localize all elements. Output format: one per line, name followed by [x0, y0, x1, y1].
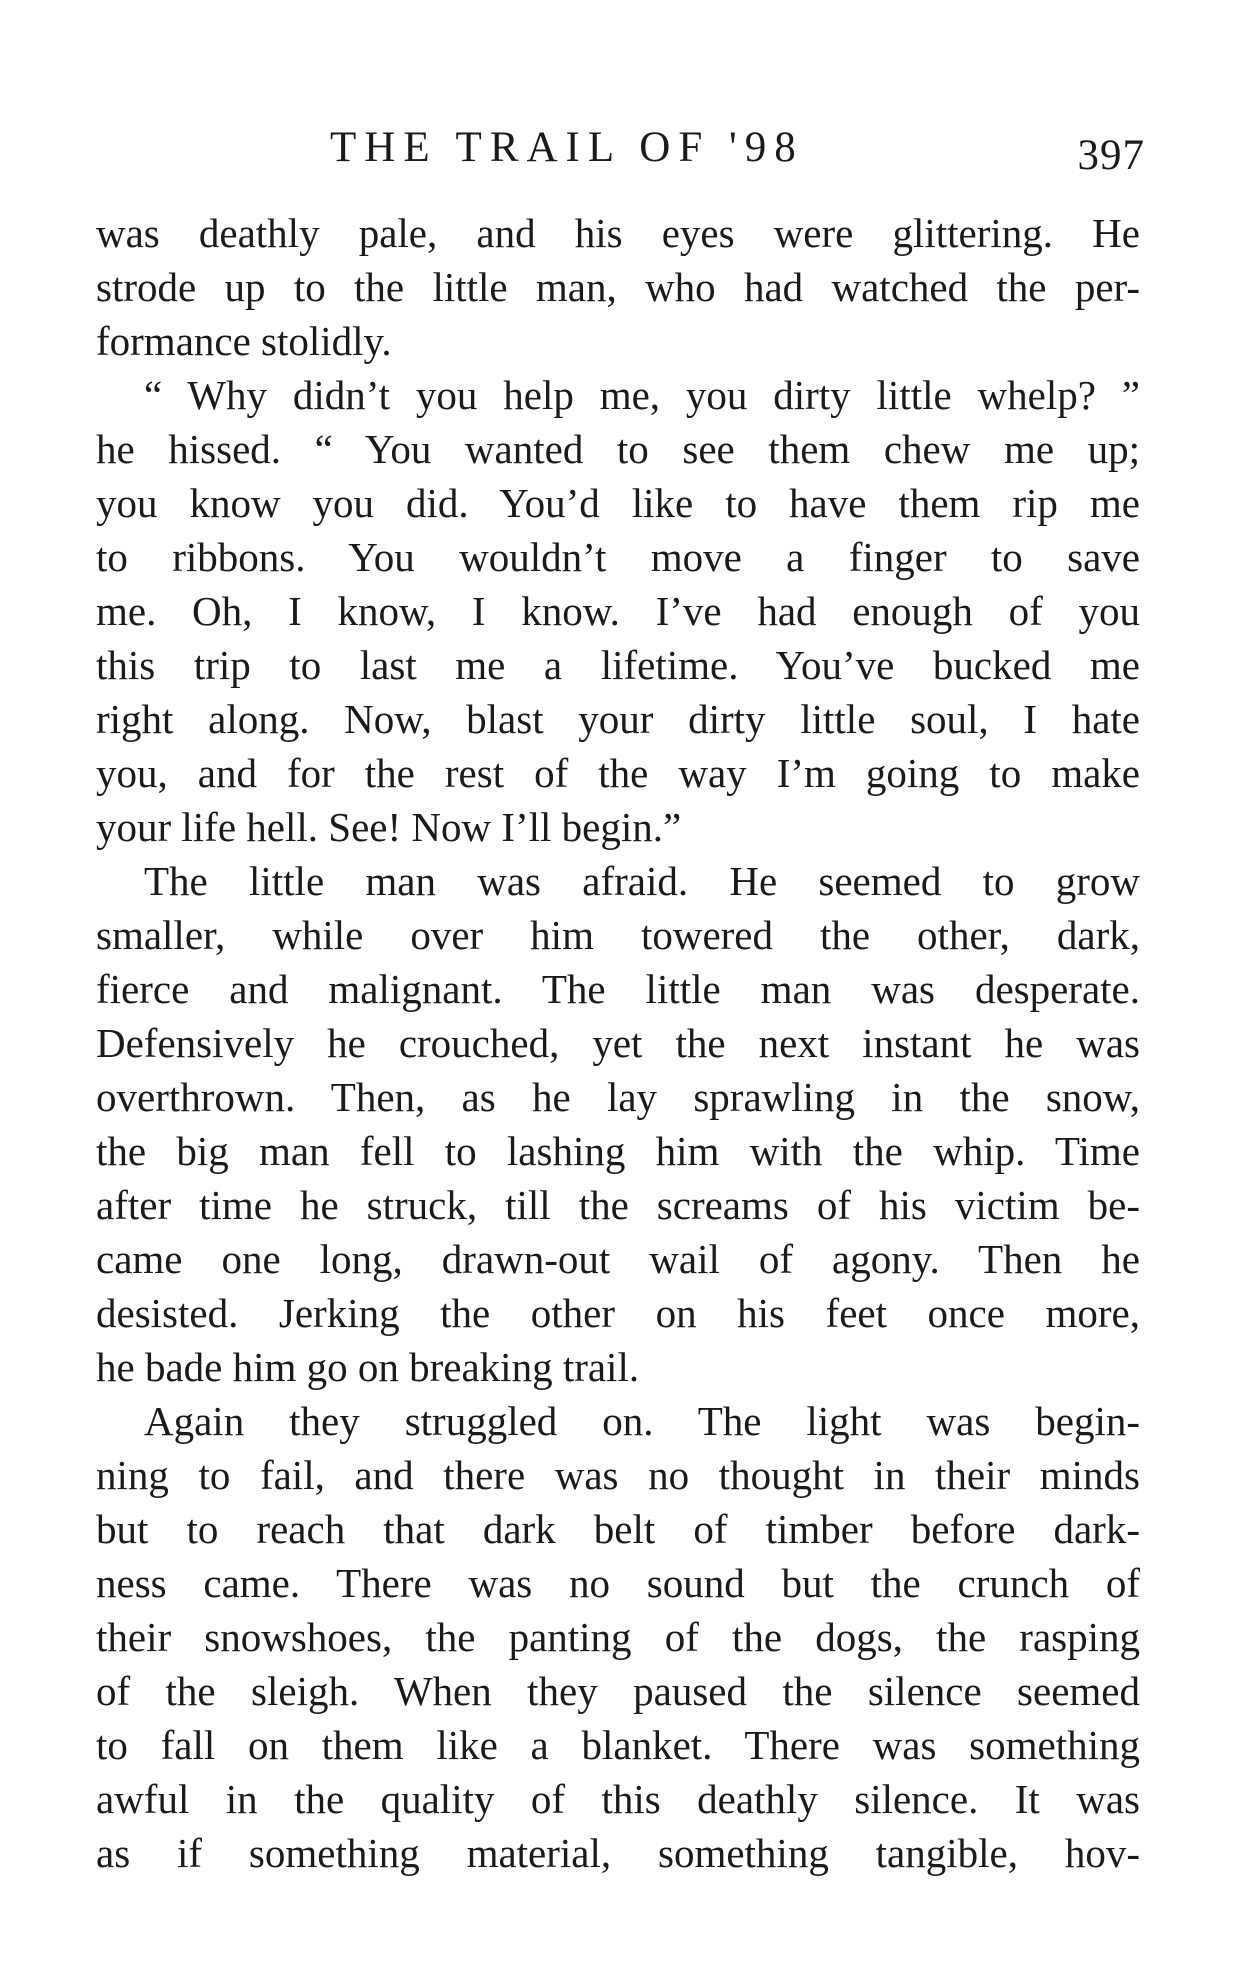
text-line: the big man fell to lashing him with the whip. Time [96, 1128, 1140, 1174]
text-line: fierce and malignant. The little man was desperate. [96, 966, 1140, 1012]
running-title: THE TRAIL OF '98 [330, 124, 804, 171]
text-line: desisted. Jerking the other on his feet once more, [96, 1290, 1140, 1336]
page-number: 397 [1077, 132, 1145, 179]
text-line: The little man was afraid. He seemed to grow [144, 858, 1140, 904]
text-line: strode up to the little man, who had watched the per- [96, 264, 1140, 310]
text-line: came one long, drawn-out wail of agony. Then he [96, 1236, 1140, 1282]
text-line: you, and for the rest of the way I’m going to make [96, 750, 1140, 796]
text-line: your life hell. See! Now I’ll begin.” [96, 804, 682, 850]
text-line: you know you did. You’d like to have them rip me [96, 480, 1140, 526]
text-line: “ Why didn’t you help me, you dirty little whelp? ” [144, 372, 1140, 418]
text-line: overthrown. Then, as he lay sprawling in the snow, [96, 1074, 1140, 1120]
text-line: he bade him go on breaking trail. [96, 1344, 640, 1390]
text-line: of the sleigh. When they paused the silence seemed [96, 1668, 1140, 1714]
text-line: to fall on them like a blanket. There was something [96, 1722, 1140, 1768]
text-line: formance stolidly. [96, 318, 392, 364]
text-line: awful in the quality of this deathly silence. It was [96, 1776, 1140, 1822]
text-line: me. Oh, I know, I know. I’ve had enough of you [96, 588, 1140, 634]
text-line: their snowshoes, the panting of the dogs, the rasping [96, 1614, 1140, 1660]
text-line: right along. Now, blast your dirty little soul, I hate [96, 696, 1140, 742]
body-text [96, 206, 1140, 1880]
text-line: Again they struggled on. The light was begin- [144, 1398, 1140, 1444]
text-line: he hissed. “ You wanted to see them chew me up; [96, 426, 1140, 472]
text-line: this trip to last me a lifetime. You’ve bucked me [96, 642, 1140, 688]
text-line: smaller, while over him towered the other, dark, [96, 912, 1140, 958]
text-line: ning to fail, and there was no thought in their minds [96, 1452, 1140, 1498]
text-line: to ribbons. You wouldn’t move a finger to save [96, 534, 1140, 580]
running-head [95, 118, 1145, 178]
text-line: as if something material, something tangible, hov- [96, 1830, 1140, 1876]
text-line: after time he struck, till the screams of his victim be- [96, 1182, 1140, 1228]
text-line: was deathly pale, and his eyes were glittering. He [96, 210, 1140, 256]
text-line: Defensively he crouched, yet the next instant he was [96, 1020, 1140, 1066]
text-line: but to reach that dark belt of timber before dark- [96, 1506, 1140, 1552]
text-line: ness came. There was no sound but the crunch of [96, 1560, 1140, 1606]
